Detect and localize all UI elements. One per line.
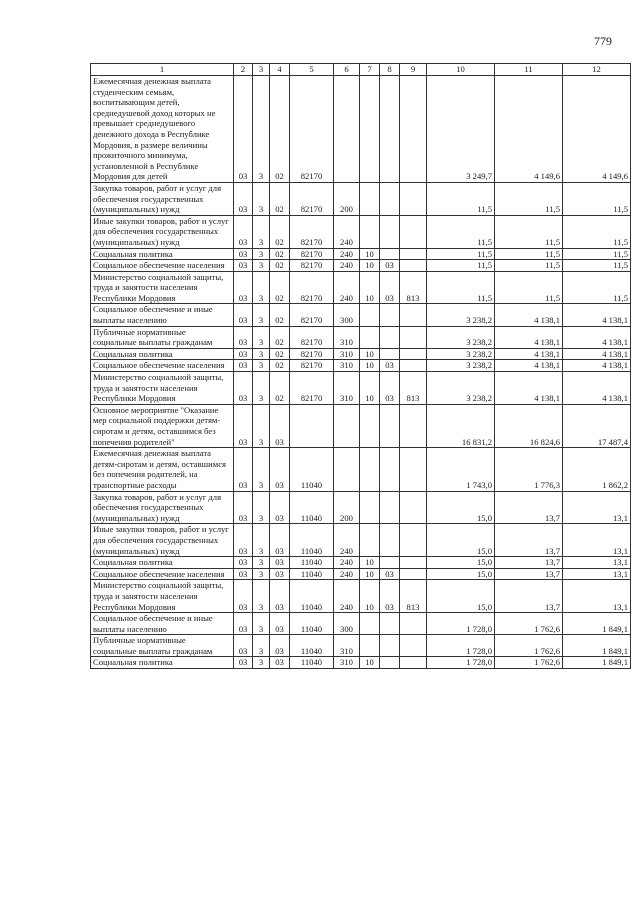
table-cell: 813 <box>400 271 427 304</box>
table-cell: 10 <box>360 260 380 272</box>
table-cell: 03 <box>234 182 253 215</box>
table-cell: 1 762,6 <box>495 657 563 669</box>
row-name-cell: Закупка товаров, работ и услуг для обеспечения государственных (муниципальных) нужд <box>91 182 234 215</box>
table-cell <box>334 404 360 447</box>
row-name-cell: Министерство социальной защиты, труда и занятости населения Республики Мордовия <box>91 271 234 304</box>
table-cell <box>360 491 380 524</box>
table-cell: 03 <box>234 372 253 405</box>
table-cell: 3 <box>253 304 270 326</box>
table-cell: 13,1 <box>563 557 631 569</box>
table-cell: 10 <box>360 348 380 360</box>
table-cell: 310 <box>334 635 360 657</box>
table-cell: 3 <box>253 613 270 635</box>
table-row <box>91 491 631 524</box>
row-name-cell: Ежемесячная денежная выплата детям-сиротам и детям, оставшимся без попечения родителей, на транспортные расходы <box>91 448 234 491</box>
table-row <box>91 557 631 569</box>
table-cell: 11,5 <box>563 215 631 248</box>
table-cell: 11,5 <box>427 271 495 304</box>
table-cell: 3 238,2 <box>427 326 495 348</box>
table-cell <box>360 76 380 183</box>
column-header: 4 <box>270 64 290 76</box>
table-cell <box>290 404 334 447</box>
table-cell <box>380 448 400 491</box>
table-cell: 10 <box>360 271 380 304</box>
table-cell: 03 <box>234 260 253 272</box>
table-cell: 1 728,0 <box>427 657 495 669</box>
table-cell: 02 <box>270 304 290 326</box>
table-cell: 3 <box>253 404 270 447</box>
table-cell: 03 <box>234 404 253 447</box>
table-cell <box>360 613 380 635</box>
table-row <box>91 613 631 635</box>
table-row <box>91 657 631 669</box>
table-cell: 11040 <box>290 448 334 491</box>
table-cell: 13,7 <box>495 568 563 580</box>
table-cell: 300 <box>334 304 360 326</box>
table-cell: 03 <box>270 568 290 580</box>
table-cell: 240 <box>334 248 360 260</box>
table-cell: 03 <box>380 271 400 304</box>
table-cell: 03 <box>234 448 253 491</box>
table-cell: 1 849,1 <box>563 657 631 669</box>
table-cell <box>380 248 400 260</box>
table-row <box>91 248 631 260</box>
table-cell <box>380 557 400 569</box>
table-cell: 82170 <box>290 360 334 372</box>
table-cell: 03 <box>234 635 253 657</box>
table-cell: 03 <box>234 568 253 580</box>
row-name-cell: Социальное обеспечение и иные выплаты населению <box>91 613 234 635</box>
table-cell: 82170 <box>290 304 334 326</box>
table-cell: 13,1 <box>563 568 631 580</box>
row-name-cell: Закупка товаров, работ и услуг для обеспечения государственных (муниципальных) нужд <box>91 491 234 524</box>
table-row <box>91 182 631 215</box>
table-cell <box>400 613 427 635</box>
table-cell: 3 <box>253 568 270 580</box>
table-cell: 02 <box>270 360 290 372</box>
table-cell: 3 <box>253 635 270 657</box>
table-cell: 15,0 <box>427 557 495 569</box>
table-cell: 4 138,1 <box>563 372 631 405</box>
table-row <box>91 76 631 183</box>
column-header: 1 <box>91 64 234 76</box>
table-cell: 1 762,6 <box>495 635 563 657</box>
table-cell <box>400 568 427 580</box>
table-cell: 3 249,7 <box>427 76 495 183</box>
table-cell: 11,5 <box>563 248 631 260</box>
table-cell: 1 728,0 <box>427 635 495 657</box>
table-cell <box>400 304 427 326</box>
table-cell: 02 <box>270 215 290 248</box>
table-cell: 15,0 <box>427 568 495 580</box>
table-cell: 1 743,0 <box>427 448 495 491</box>
table-cell: 240 <box>334 524 360 557</box>
table-cell: 17 487,4 <box>563 404 631 447</box>
table-cell: 03 <box>234 557 253 569</box>
table-cell: 11,5 <box>427 248 495 260</box>
table-cell: 4 138,1 <box>495 304 563 326</box>
column-header: 8 <box>380 64 400 76</box>
table-cell: 4 149,6 <box>495 76 563 183</box>
table-cell: 03 <box>234 491 253 524</box>
table-cell: 310 <box>334 326 360 348</box>
table-cell: 300 <box>334 613 360 635</box>
table-cell: 15,0 <box>427 491 495 524</box>
table-row <box>91 580 631 613</box>
table-cell: 03 <box>234 76 253 183</box>
table-cell <box>380 76 400 183</box>
table-cell <box>400 524 427 557</box>
table-cell: 813 <box>400 372 427 405</box>
table-cell: 03 <box>270 448 290 491</box>
table-row <box>91 215 631 248</box>
table-cell: 11,5 <box>427 182 495 215</box>
table-cell <box>400 326 427 348</box>
table-cell: 02 <box>270 326 290 348</box>
table-cell: 4 138,1 <box>563 304 631 326</box>
table-cell: 4 138,1 <box>563 326 631 348</box>
table-cell <box>400 182 427 215</box>
table-cell: 200 <box>334 491 360 524</box>
table-cell: 3 <box>253 248 270 260</box>
table-cell: 11,5 <box>495 260 563 272</box>
column-header: 10 <box>427 64 495 76</box>
table-cell <box>400 76 427 183</box>
row-name-cell: Социальная политика <box>91 348 234 360</box>
table-cell: 3 <box>253 448 270 491</box>
table-cell: 3 <box>253 215 270 248</box>
table-cell: 10 <box>360 580 380 613</box>
table-row <box>91 635 631 657</box>
table-cell: 1 762,6 <box>495 613 563 635</box>
row-name-cell: Социальное обеспечение населения <box>91 260 234 272</box>
table-cell: 4 138,1 <box>495 348 563 360</box>
table-cell <box>360 635 380 657</box>
table-cell: 11,5 <box>427 260 495 272</box>
table-cell: 4 138,1 <box>495 360 563 372</box>
table-cell: 11040 <box>290 557 334 569</box>
table-cell: 03 <box>234 613 253 635</box>
column-header: 3 <box>253 64 270 76</box>
table-cell <box>400 404 427 447</box>
column-header: 11 <box>495 64 563 76</box>
table-cell: 82170 <box>290 372 334 405</box>
table-cell: 1 849,1 <box>563 635 631 657</box>
table-cell: 3 <box>253 491 270 524</box>
table-cell: 10 <box>360 248 380 260</box>
row-name-cell: Министерство социальной защиты, труда и занятости населения Республики Мордовия <box>91 580 234 613</box>
row-name-cell: Социальная политика <box>91 657 234 669</box>
table-cell: 3 238,2 <box>427 360 495 372</box>
table-row <box>91 348 631 360</box>
row-name-cell: Социальная политика <box>91 557 234 569</box>
table-cell: 11,5 <box>427 215 495 248</box>
table-cell <box>400 635 427 657</box>
table-cell: 10 <box>360 557 380 569</box>
table-cell: 240 <box>334 215 360 248</box>
table-cell: 11040 <box>290 657 334 669</box>
table-row <box>91 404 631 447</box>
table-cell: 310 <box>334 360 360 372</box>
table-cell: 11,5 <box>495 215 563 248</box>
table-cell: 03 <box>270 580 290 613</box>
table-cell: 3 <box>253 326 270 348</box>
table-cell: 11040 <box>290 491 334 524</box>
table-cell: 03 <box>270 557 290 569</box>
table-cell: 03 <box>234 360 253 372</box>
table-cell <box>380 657 400 669</box>
table-row <box>91 568 631 580</box>
table-cell: 03 <box>234 304 253 326</box>
table-cell: 11040 <box>290 524 334 557</box>
table-cell: 03 <box>270 404 290 447</box>
table-cell: 240 <box>334 271 360 304</box>
row-name-cell: Ежемесячная денежная выплата студенческим семьям, воспитывающим детей, среднедушевой доход которых не превышает среднедушевого денежного дохода в Республике Мордовия, в размере величины прожиточного минимума, установленной в Республике Мордовия для детей <box>91 76 234 183</box>
column-header: 12 <box>563 64 631 76</box>
table-cell: 4 138,1 <box>563 360 631 372</box>
table-cell: 02 <box>270 248 290 260</box>
table-cell: 1 849,1 <box>563 613 631 635</box>
table-cell: 15,0 <box>427 524 495 557</box>
row-name-cell: Министерство социальной защиты, труда и занятости населения Республики Мордовия <box>91 372 234 405</box>
table-cell: 03 <box>234 657 253 669</box>
table-cell <box>380 524 400 557</box>
table-row <box>91 524 631 557</box>
table-cell: 03 <box>270 491 290 524</box>
table-cell <box>360 304 380 326</box>
table-cell: 11040 <box>290 635 334 657</box>
table-cell: 03 <box>380 260 400 272</box>
table-cell: 13,7 <box>495 557 563 569</box>
table-cell: 240 <box>334 580 360 613</box>
table-cell <box>360 404 380 447</box>
table-cell: 03 <box>234 326 253 348</box>
table-cell: 3 <box>253 182 270 215</box>
table-cell: 1 728,0 <box>427 613 495 635</box>
table-cell <box>400 215 427 248</box>
table-cell: 4 138,1 <box>495 326 563 348</box>
page-number: 779 <box>594 34 612 48</box>
table-cell: 03 <box>270 635 290 657</box>
table-cell: 02 <box>270 348 290 360</box>
table-body <box>91 76 631 669</box>
budget-table <box>90 63 631 669</box>
table-cell: 82170 <box>290 348 334 360</box>
table-cell <box>400 491 427 524</box>
table-cell: 82170 <box>290 248 334 260</box>
table-cell: 03 <box>380 360 400 372</box>
row-name-cell: Основное мероприятие "Оказание мер социальной поддержки детям-сиротам и детям, оставшимся без попечения родителей" <box>91 404 234 447</box>
table-cell: 13,1 <box>563 580 631 613</box>
table-cell: 3 <box>253 557 270 569</box>
table-row <box>91 360 631 372</box>
table-cell <box>380 304 400 326</box>
table-cell <box>334 448 360 491</box>
table-cell: 813 <box>400 580 427 613</box>
row-name-cell: Социальное обеспечение населения <box>91 360 234 372</box>
table-cell: 10 <box>360 360 380 372</box>
column-header: 7 <box>360 64 380 76</box>
table-cell <box>380 182 400 215</box>
table-row <box>91 271 631 304</box>
table-cell: 13,7 <box>495 491 563 524</box>
table-cell: 11,5 <box>495 271 563 304</box>
table-cell: 10 <box>360 372 380 405</box>
table-cell: 3 <box>253 348 270 360</box>
table-cell: 3 238,2 <box>427 372 495 405</box>
table-cell: 13,7 <box>495 524 563 557</box>
table-cell: 13,7 <box>495 580 563 613</box>
table-cell: 82170 <box>290 215 334 248</box>
table-cell <box>400 348 427 360</box>
table-cell <box>360 182 380 215</box>
table-cell <box>360 524 380 557</box>
table-cell: 03 <box>234 271 253 304</box>
table-cell: 240 <box>334 568 360 580</box>
table-cell: 3 238,2 <box>427 348 495 360</box>
table-cell <box>380 613 400 635</box>
table-row <box>91 326 631 348</box>
table-cell: 03 <box>234 248 253 260</box>
table-cell <box>400 360 427 372</box>
table-cell: 82170 <box>290 182 334 215</box>
table-cell: 200 <box>334 182 360 215</box>
table-cell: 11040 <box>290 580 334 613</box>
table-cell: 3 <box>253 524 270 557</box>
table-cell: 3 <box>253 360 270 372</box>
table-cell: 4 138,1 <box>563 348 631 360</box>
row-name-cell: Публичные нормативные социальные выплаты гражданам <box>91 635 234 657</box>
table-cell: 03 <box>380 580 400 613</box>
table-cell <box>334 76 360 183</box>
table-cell: 11,5 <box>563 271 631 304</box>
row-name-cell: Социальное обеспечение населения <box>91 568 234 580</box>
table-cell: 11040 <box>290 613 334 635</box>
table-cell: 03 <box>234 215 253 248</box>
column-header: 6 <box>334 64 360 76</box>
table-cell: 82170 <box>290 326 334 348</box>
table-cell <box>400 657 427 669</box>
table-cell: 16 824,6 <box>495 404 563 447</box>
table-cell: 3 <box>253 76 270 183</box>
table-cell: 11,5 <box>563 260 631 272</box>
table-cell: 02 <box>270 76 290 183</box>
table-cell: 3 <box>253 657 270 669</box>
table-cell <box>400 448 427 491</box>
row-name-cell: Социальная политика <box>91 248 234 260</box>
table-cell: 03 <box>234 580 253 613</box>
table-cell <box>360 326 380 348</box>
table-cell: 310 <box>334 372 360 405</box>
column-header: 9 <box>400 64 427 76</box>
table-cell: 02 <box>270 260 290 272</box>
table-cell <box>360 215 380 248</box>
column-header: 5 <box>290 64 334 76</box>
table-cell: 310 <box>334 348 360 360</box>
table-cell: 02 <box>270 271 290 304</box>
table-cell: 03 <box>380 568 400 580</box>
table-cell: 4 149,6 <box>563 76 631 183</box>
table-cell: 03 <box>270 613 290 635</box>
table-cell: 03 <box>234 348 253 360</box>
table-cell: 82170 <box>290 260 334 272</box>
row-name-cell: Социальное обеспечение и иные выплаты населению <box>91 304 234 326</box>
table-row <box>91 304 631 326</box>
table-cell: 15,0 <box>427 580 495 613</box>
table-header-row <box>91 64 631 76</box>
table-cell: 310 <box>334 657 360 669</box>
table-cell: 3 <box>253 271 270 304</box>
table-cell: 03 <box>380 372 400 405</box>
table-cell: 240 <box>334 557 360 569</box>
row-name-cell: Иные закупки товаров, работ и услуг для обеспечения государственных (муниципальных) нужд <box>91 524 234 557</box>
table-cell <box>400 557 427 569</box>
row-name-cell: Иные закупки товаров, работ и услуг для обеспечения государственных (муниципальных) нужд <box>91 215 234 248</box>
table-cell <box>380 491 400 524</box>
table-cell <box>380 404 400 447</box>
table-cell <box>380 326 400 348</box>
row-name-cell: Публичные нормативные социальные выплаты гражданам <box>91 326 234 348</box>
table-cell: 13,1 <box>563 491 631 524</box>
table-cell: 1 776,3 <box>495 448 563 491</box>
table-cell <box>380 348 400 360</box>
table-cell: 11040 <box>290 568 334 580</box>
table-cell: 03 <box>270 524 290 557</box>
table-row <box>91 260 631 272</box>
table-cell <box>400 260 427 272</box>
table-cell <box>380 635 400 657</box>
table-cell: 1 862,2 <box>563 448 631 491</box>
table-cell: 10 <box>360 568 380 580</box>
table-cell: 82170 <box>290 76 334 183</box>
column-header: 2 <box>234 64 253 76</box>
table-cell: 11,5 <box>495 182 563 215</box>
table-cell: 13,1 <box>563 524 631 557</box>
table-cell: 82170 <box>290 271 334 304</box>
table-cell: 03 <box>234 524 253 557</box>
table-cell: 4 138,1 <box>495 372 563 405</box>
table-cell: 3 <box>253 260 270 272</box>
table-cell: 03 <box>270 657 290 669</box>
table-cell: 11,5 <box>563 182 631 215</box>
table-cell: 240 <box>334 260 360 272</box>
table-cell <box>380 215 400 248</box>
table-cell: 10 <box>360 657 380 669</box>
table-row <box>91 448 631 491</box>
table-cell: 3 <box>253 372 270 405</box>
table-cell: 16 831,2 <box>427 404 495 447</box>
table-cell <box>400 248 427 260</box>
table-row <box>91 372 631 405</box>
table-cell: 3 238,2 <box>427 304 495 326</box>
table-cell: 02 <box>270 182 290 215</box>
table-cell: 3 <box>253 580 270 613</box>
table-cell: 02 <box>270 372 290 405</box>
table-cell: 11,5 <box>495 248 563 260</box>
table-cell <box>360 448 380 491</box>
